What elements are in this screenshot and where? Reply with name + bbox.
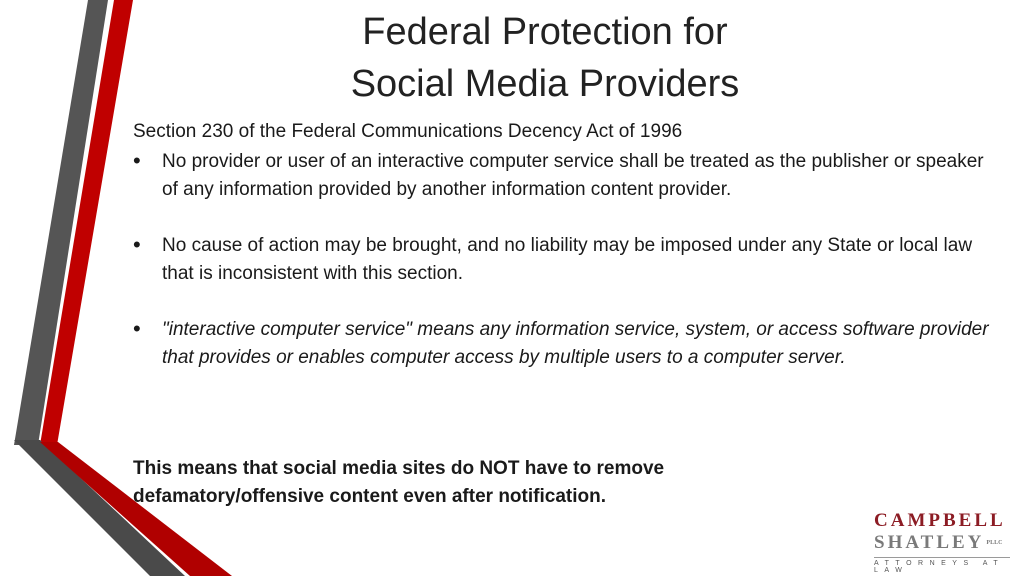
slide-body <box>133 120 993 372</box>
bullet-text: No cause of action may be brought, and no liability may be imposed under any State or local law that is inconsistent with this section. <box>162 235 973 284</box>
bullet-text: "interactive computer service" means any information service, system, or access software provider that provides or enables computer access by multiple users to a computer server. <box>162 319 989 368</box>
logo-name-2: SHATLEY <box>874 532 985 553</box>
logo-tagline: ATTORNEYS AT LAW <box>874 560 1004 574</box>
bullet-icon: • <box>133 148 141 173</box>
bullet-item <box>133 148 993 204</box>
bullet-text: No provider or user of an interactive computer service shall be treated as the publisher or speaker of any information provided by another information content provider. <box>162 151 984 200</box>
bullet-icon: • <box>133 232 141 257</box>
intro-text: Section 230 of the Federal Communications Decency Act of 1996 <box>133 121 683 142</box>
logo-line-1: CAMPBELL <box>874 510 1006 531</box>
conclusion-text: This means that social media sites do NOT have to remove defamatory/offensive content even after notification. <box>133 458 665 507</box>
logo-line-2 <box>874 532 1018 554</box>
bullet-icon: • <box>133 316 141 341</box>
title-line-1: Federal Protection for <box>362 11 728 53</box>
bullet-item <box>133 316 993 372</box>
slide-title <box>300 6 790 110</box>
title-line-2: Social Media Providers <box>350 63 740 105</box>
logo-divider <box>874 557 1010 558</box>
firm-logo <box>874 510 1018 574</box>
logo-suffix: PLLC <box>986 540 1003 546</box>
bullet-item <box>133 232 993 288</box>
bullet-list <box>133 148 993 372</box>
